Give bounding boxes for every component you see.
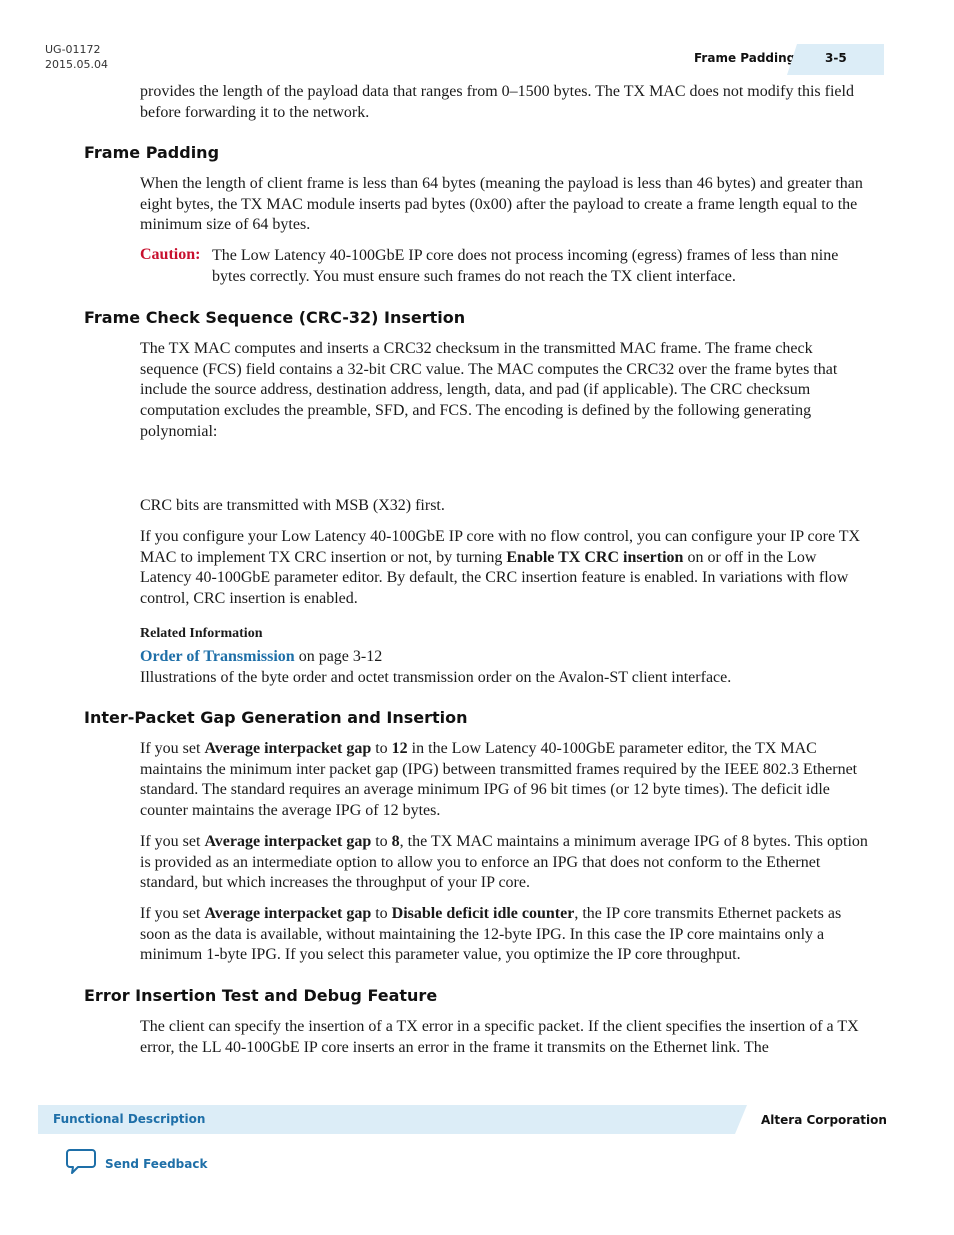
heading-frame-padding: Frame Padding [84,143,220,162]
speech-bubble-icon [66,1148,96,1180]
ipg-p3-text-a: If you set [140,905,205,922]
doc-date: 2015.05.04 [45,58,108,71]
ipg-paragraph-3 [140,904,870,966]
doc-number: UG-01172 [45,43,101,56]
footer-bar [38,1105,735,1134]
related-description: Illustrations of the byte order and octet transmission order on the Avalon-ST client interface. [140,668,732,686]
page-number: 3-5 [825,51,847,65]
footer-company: Altera Corporation [761,1113,887,1127]
ipg-p2-text-c: to [371,833,392,850]
ipg-p3-value: Disable deficit idle counter [391,905,575,922]
heading-error-insertion: Error Insertion Test and Debug Feature [84,986,438,1005]
frame-padding-paragraph: When the length of client frame is less than 64 bytes (meaning the payload is less than 46 bytes) and greater than eight bytes, the TX MAC module inserts pad bytes (0x00) after the payload to create a frame length equal to the minimum size of 64 bytes. [140,175,863,234]
intro-paragraph: provides the length of the payload data that ranges from 0–1500 bytes. The TX MAC does not modify this field before forwarding it to the network. [140,83,854,121]
ipg-p1-text-e: in the Low Latency 40-100GbE parameter editor, the TX MAC maintains the minimum inter packet gap (IPG) between transmitted frames required by the IEEE 802.3 Ethernet standard. The standard requires an average minimum IPG of 96 bit times (or 12 byte times). The deficit idle counter maintains the average IPG of 12 bytes. [140,740,858,820]
ipg-p2-param: Average interpacket gap [204,833,372,850]
document-id [45,42,108,72]
footer-section-link[interactable]: Functional Description [53,1112,206,1126]
ipg-p3-text-c: to [371,905,392,922]
ipg-p3-param: Average interpacket gap [204,905,372,922]
ipg-p1-text-a: If you set [140,740,205,757]
header-page-box [797,44,884,75]
order-of-transmission-link[interactable]: Order of Transmission [140,648,295,665]
fcs-paragraph: The TX MAC computes and inserts a CRC32 checksum in the transmitted MAC frame. The frame check sequence (FCS) field contains a 32-bit CRC value. The MAC computes the CRC32 over the frame bytes that include the source address, destination address, length, data, and pad (if applicable). The CRC checksum computation excludes the preamble, SFD, and FCS. The encoding is defined by the following generating polynomial: [140,340,838,440]
caution-text: The Low Latency 40-100GbE IP core does not process incoming (egress) frames of less than nine bytes correctly. You must ensure such frames do not reach the TX client interface. [212,247,839,285]
crc-bits-paragraph: CRC bits are transmitted with MSB (X32) first. [140,497,445,514]
ipg-p3-text-e: , the IP core transmits Ethernet packets as soon as the data is available, without maintaining the 12-byte IPG. In this case the IP core maintains only a minimum 1-byte IPG. If you select this parameter value, you optimize the IP core throughput. [140,905,842,964]
related-page-ref: on page 3-12 [294,648,383,665]
send-feedback-label: Send Feedback [105,1157,208,1171]
ipg-p2-text-a: If you set [140,833,205,850]
related-information-label: Related Information [140,626,263,641]
ipg-p2-value: 8 [391,833,400,850]
ipg-paragraph-1 [140,739,870,822]
heading-fcs: Frame Check Sequence (CRC-32) Insertion [84,308,466,327]
enable-tx-crc-term: Enable TX CRC insertion [506,548,684,566]
send-feedback-button[interactable] [66,1150,207,1178]
ipg-paragraph-2 [140,832,870,894]
caution-label: Caution: [140,246,201,263]
ipg-p1-param: Average interpacket gap [204,740,372,757]
ipg-p2-text-e: , the TX MAC maintains a minimum average IPG of 8 bytes. This option is provided as an intermediate option to allow you to enforce an IPG that does not conform to the Ethernet standard, but which increases the throughput of your IP core. [140,833,868,892]
header-section-title: Frame Padding [694,51,796,65]
crc-config-text-2: on or off in the Low Latency 40-100GbE parameter editor. By default, the CRC insertion feature is enabled. In variations with flow control, CRC insertion is enabled. [140,548,849,608]
error-insertion-paragraph: The client can specify the insertion of a TX error in a specific packet. If the client specifies the insertion of a TX error, the LL 40-100GbE IP core inserts an error in the frame it transmits on the Ethernet link. The [140,1018,859,1056]
ipg-p1-text-c: to [371,740,392,757]
crc-config-paragraph [140,527,870,610]
related-information-block [140,647,870,688]
crc-config-text-1: If you configure your Low Latency 40-100GbE IP core with no flow control, you can configure your IP core TX MAC to implement TX CRC insertion or not, by turning [140,528,861,566]
ipg-p1-value: 12 [391,740,408,757]
heading-ipg: Inter-Packet Gap Generation and Insertion [84,708,468,727]
